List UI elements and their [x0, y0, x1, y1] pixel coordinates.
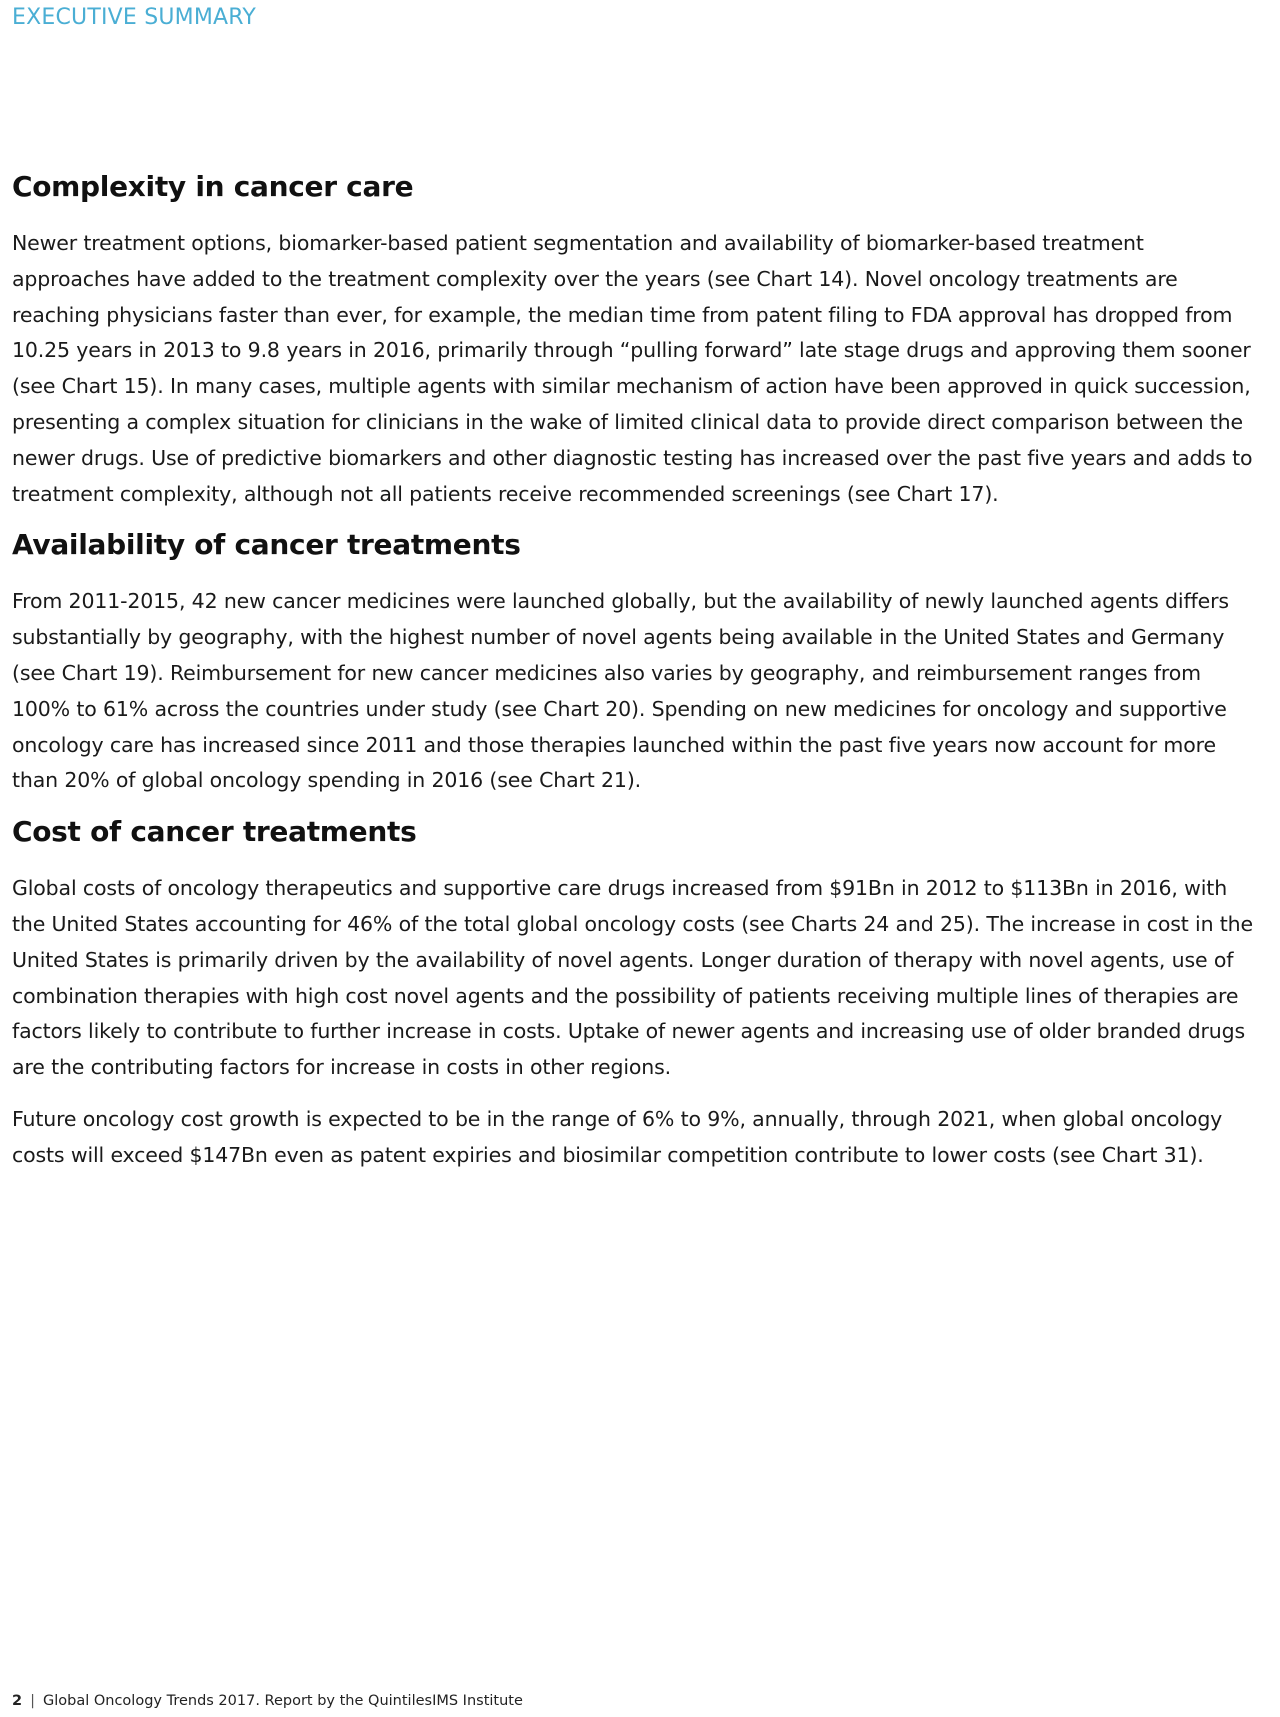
running-header: EXECUTIVE SUMMARY	[12, 5, 257, 30]
body-paragraph: Global costs of oncology therapeutics and supportive care drugs increased from $91Bn in 2012 to $113Bn in 2016, with the United States accounting for 46% of the total global oncology costs (see Charts 24 and 25). The increase in cost in the United States is primarily driven by the availability of novel agents. Longer duration of therapy with novel agents, use of combination therapies with high cost novel agents and the possibility of patients receiving multiple lines of therapies are factors likely to contribute to further increase in costs. Uptake of newer agents and increasing use of older branded drugs are the contributing factors for increase in costs in other regions.	[12, 876, 1253, 1080]
body-paragraph: Newer treatment options, biomarker-based patient segmentation and availability of biomarker-based treatment approaches have added to the treatment complexity over the years (see Chart 14). Novel oncology treatments are reaching physicians faster than ever, for example, the median time from patent filing to FDA approval has dropped from 10.25 years in 2013 to 9.8 years in 2016, primarily through “pulling forward” late stage drugs and approving them sooner (see Chart 15). In many cases, multiple agents with similar mechanism of action have been approved in quick succession, presenting a complex situation for clinicians in the wake of limited clinical data to provide direct comparison between the newer drugs. Use of predictive biomarkers and other diagnostic testing has increased over the past five years and adds to treatment complexity, although not all patients receive recommended screenings (see Chart 17).	[12, 231, 1253, 506]
main-content	[12, 170, 1257, 1190]
section-heading: Cost of cancer treatments	[12, 815, 417, 849]
body-paragraph: Future oncology cost growth is expected to be in the range of 6% to 9%, annually, through 2021, when global oncology costs will exceed $147Bn even as patent expiries and biosimilar competition contribute to lower costs (see Chart 31).	[12, 1106, 1223, 1167]
footer-separator: |	[30, 1693, 35, 1709]
body-paragraph: From 2011-2015, 42 new cancer medicines were launched globally, but the availability of newly launched agents differs substantially by geography, with the highest number of novel agents being available in the United States and Germany (see Chart 19). Reimbursement for new cancer medicines also varies by geography, and reimbursement ranges from 100% to 61% across the countries under study (see Chart 20). Spending on new medicines for oncology and supportive oncology care has increased since 2011 and those therapies launched within the past five years now account for more than 20% of global oncology spending in 2016 (see Chart 21).	[12, 589, 1229, 793]
section-heading: Availability of cancer treatments	[12, 528, 521, 562]
page-footer	[12, 1693, 523, 1709]
section-cost	[12, 815, 1257, 1173]
section-heading: Complexity in cancer care	[12, 170, 414, 203]
section-complexity	[12, 170, 1257, 512]
footer-text: Global Oncology Trends 2017. Report by the QuintilesIMS Institute	[42, 1693, 523, 1709]
page-number: 2	[12, 1693, 23, 1709]
section-availability	[12, 528, 1257, 799]
